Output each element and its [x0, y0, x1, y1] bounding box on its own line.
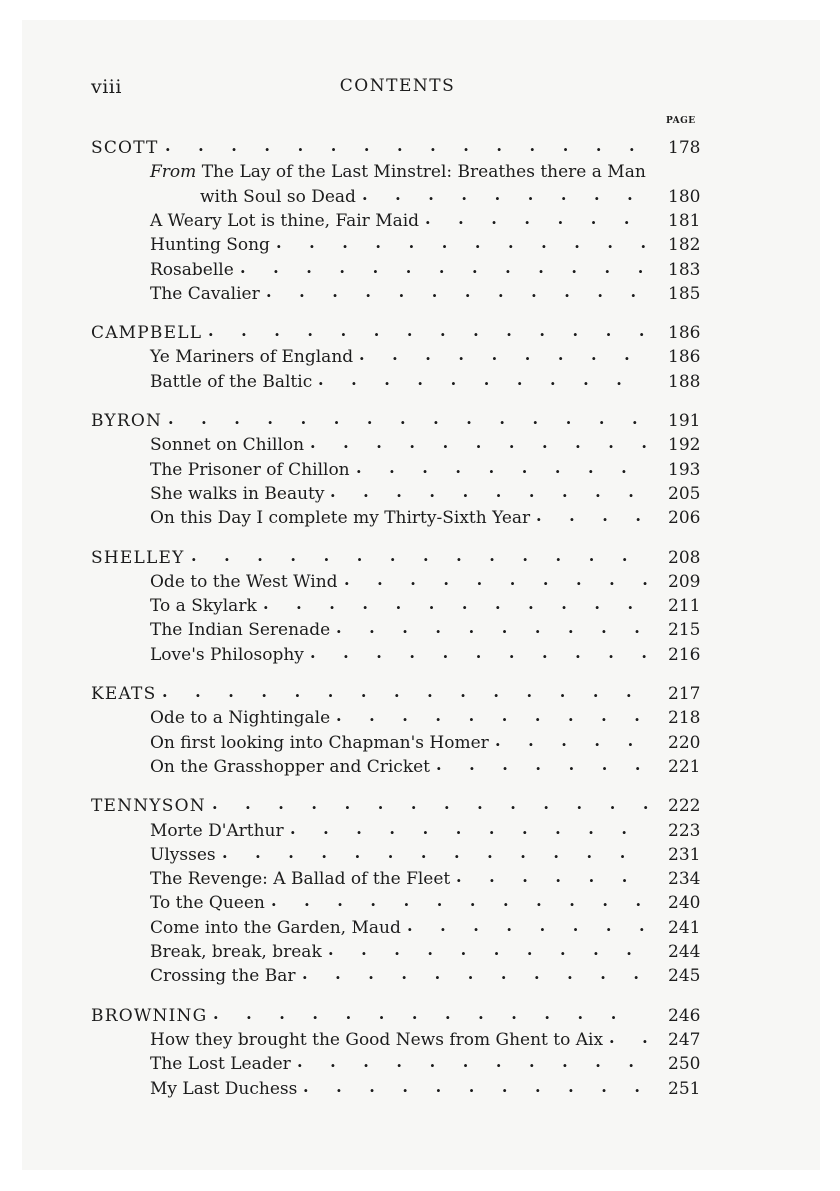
toc-poem-entry — [150, 458, 350, 482]
toc-poem-entry — [150, 706, 330, 730]
poem-title: with Soul so Dead — [200, 186, 356, 207]
poem-title: A Weary Lot is thine, Fair Maid — [150, 210, 420, 231]
poem-title: Ye Mariners of England — [150, 347, 354, 368]
poem-title: My Last Duchess — [150, 1078, 298, 1099]
page-ref: 178 — [668, 138, 701, 158]
dot-leader — [359, 345, 660, 369]
dot-leader — [213, 1004, 660, 1028]
toc-poem-entry — [150, 819, 284, 843]
toc-author-heading — [91, 794, 206, 818]
dot-leader — [310, 433, 660, 457]
poem-title: She walks in Beauty — [150, 483, 325, 504]
poem-title: The Prisoner of Chillon — [150, 459, 350, 480]
page-ref: 181 — [668, 210, 701, 231]
toc-poem-entry — [150, 843, 216, 867]
dot-leader — [162, 682, 660, 706]
dot-leader — [362, 185, 660, 209]
toc-poem-entry — [150, 755, 430, 779]
toc-poem-entry — [200, 185, 356, 209]
toc-poem-entry — [150, 160, 646, 184]
page-ref: 223 — [668, 820, 701, 841]
poem-title: Love's Philosophy — [150, 644, 304, 665]
page-header — [91, 76, 704, 102]
toc-poem-entry — [150, 433, 304, 457]
page-ref: 217 — [668, 684, 701, 704]
toc-author-heading — [91, 409, 162, 433]
dot-leader — [318, 370, 660, 394]
dot-leader — [271, 891, 660, 915]
page-ref: 188 — [668, 371, 701, 392]
dot-leader — [208, 321, 660, 345]
dot-leader — [425, 209, 660, 233]
page-ref: 182 — [668, 235, 701, 256]
author-name: SHELLEY — [91, 547, 185, 568]
page-ref: 245 — [668, 966, 701, 987]
toc-author-heading — [91, 321, 202, 345]
toc-poem-entry — [150, 1028, 603, 1052]
page-ref: 216 — [668, 644, 701, 665]
toc-poem-entry — [150, 891, 265, 915]
author-name: BROWNING — [91, 1005, 208, 1026]
poem-title: The Revenge: A Ballad of the Fleet — [150, 869, 451, 890]
poem-title: Come into the Garden, Maud — [150, 917, 401, 938]
poem-title: On this Day I complete my Thirty-Sixth Year — [150, 508, 531, 529]
toc-poem-entry — [150, 370, 312, 394]
dot-leader — [436, 755, 660, 779]
toc-poem-entry — [150, 570, 338, 594]
dot-leader — [495, 731, 660, 755]
poem-title: How they brought the Good News from Ghent to Aix — [150, 1029, 604, 1050]
toc-author-heading — [91, 1004, 207, 1028]
dot-leader — [330, 482, 660, 506]
dot-leader — [302, 964, 660, 988]
dot-leader — [303, 1077, 660, 1101]
toc-poem-entry — [150, 643, 304, 667]
toc-poem-entry — [150, 916, 401, 940]
toc-poem-entry — [150, 867, 450, 891]
toc-poem-entry — [150, 258, 234, 282]
toc-author-heading — [91, 682, 156, 706]
dot-leader — [336, 618, 660, 642]
page-ref: 222 — [668, 796, 701, 817]
dot-leader — [168, 409, 660, 433]
page-ref: 211 — [668, 596, 701, 617]
author-name: TENNYSON — [91, 796, 206, 817]
toc-poem-entry — [150, 345, 353, 369]
toc-poem-entry — [150, 940, 322, 964]
page-ref: 208 — [668, 547, 701, 568]
poem-title: To a Skylark — [150, 596, 257, 617]
dot-leader — [290, 819, 660, 843]
toc-poem-entry — [150, 282, 260, 306]
page-ref: 251 — [668, 1078, 701, 1099]
poem-title: Battle of the Baltic — [150, 371, 313, 392]
dot-leader — [336, 706, 660, 730]
page-ref: 221 — [668, 756, 701, 777]
dot-leader — [191, 546, 660, 570]
poem-title: Crossing the Bar — [150, 966, 296, 987]
page-ref: 193 — [668, 459, 701, 480]
dot-leader — [276, 233, 660, 257]
page-ref: 180 — [668, 186, 701, 207]
poem-title: The Lay of the Last Minstrel: Breathes there a Man — [201, 162, 646, 183]
toc-poem-entry — [150, 964, 296, 988]
poem-title: Ode to the West Wind — [150, 571, 338, 592]
page-ref: 205 — [668, 483, 701, 504]
poem-title: Ode to a Nightingale — [150, 708, 331, 729]
page-ref: 186 — [668, 347, 701, 368]
page-ref: 220 — [668, 732, 701, 753]
page-ref: 250 — [668, 1054, 701, 1075]
toc-poem-entry — [150, 618, 330, 642]
dot-leader — [263, 594, 660, 618]
dot-leader — [165, 136, 660, 160]
poem-title: On the Grasshopper and Cricket — [150, 756, 431, 777]
poem-title: The Cavalier — [150, 283, 260, 304]
toc-poem-entry — [150, 1052, 291, 1076]
dot-leader — [310, 643, 660, 667]
dot-leader — [297, 1052, 660, 1076]
toc-poem-entry — [150, 731, 489, 755]
author-name: KEATS — [91, 684, 157, 704]
author-name: CAMPBELL — [91, 323, 203, 344]
poem-title: Ulysses — [150, 844, 216, 865]
page-ref: 183 — [668, 259, 701, 280]
dot-leader — [328, 940, 660, 964]
poem-title: On first looking into Chapman's Homer — [150, 732, 489, 753]
toc-author-heading — [91, 136, 159, 160]
dot-leader — [536, 506, 660, 530]
poem-title: Sonnet on Chillon — [150, 435, 305, 456]
page-ref: 206 — [668, 508, 701, 529]
page-ref: 209 — [668, 571, 701, 592]
page-ref: 234 — [668, 869, 701, 890]
dot-leader — [407, 916, 660, 940]
page-ref: 192 — [668, 435, 701, 456]
page-ref: 218 — [668, 708, 701, 729]
page-number: viii — [91, 76, 122, 98]
page-ref: 191 — [668, 411, 701, 431]
toc-poem-entry — [150, 1077, 297, 1101]
dot-leader — [609, 1028, 660, 1052]
dot-leader — [240, 258, 660, 282]
poem-title: The Lost Leader — [150, 1054, 291, 1075]
page-ref: 244 — [668, 942, 701, 962]
toc-poem-entry — [150, 594, 257, 618]
poem-title: The Indian Serenade — [150, 620, 331, 641]
page-ref: 185 — [668, 283, 701, 304]
toc-poem-entry — [150, 482, 324, 506]
dot-leader — [456, 867, 660, 891]
running-title: CONTENTS — [339, 76, 456, 96]
dot-leader — [222, 843, 660, 867]
dot-leader — [356, 458, 660, 482]
toc-poem-entry — [150, 506, 530, 530]
poem-title: Rosabelle — [150, 259, 234, 280]
poem-title: Morte D'Arthur — [150, 820, 284, 841]
poem-title: To the Queen — [150, 893, 265, 914]
dot-leader — [266, 282, 660, 306]
page-ref: 240 — [668, 893, 701, 914]
page-ref: 246 — [668, 1005, 701, 1026]
dot-leader — [212, 794, 660, 818]
poem-title: Break, break, break — [150, 942, 322, 962]
page-ref: 241 — [668, 917, 701, 938]
poem-title: Hunting Song — [150, 235, 270, 256]
page-ref: 231 — [668, 844, 701, 865]
toc-poem-entry — [150, 209, 419, 233]
author-name: BYRON — [91, 411, 163, 431]
page-column-label: PAGE — [666, 116, 696, 126]
from-prefix: From — [150, 162, 197, 183]
page-ref: 247 — [668, 1029, 701, 1050]
page-ref: 186 — [668, 323, 701, 344]
page-ref: 215 — [668, 620, 701, 641]
author-name: SCOTT — [91, 138, 159, 158]
dot-leader — [344, 570, 660, 594]
toc-poem-entry — [150, 233, 270, 257]
toc-author-heading — [91, 546, 185, 570]
